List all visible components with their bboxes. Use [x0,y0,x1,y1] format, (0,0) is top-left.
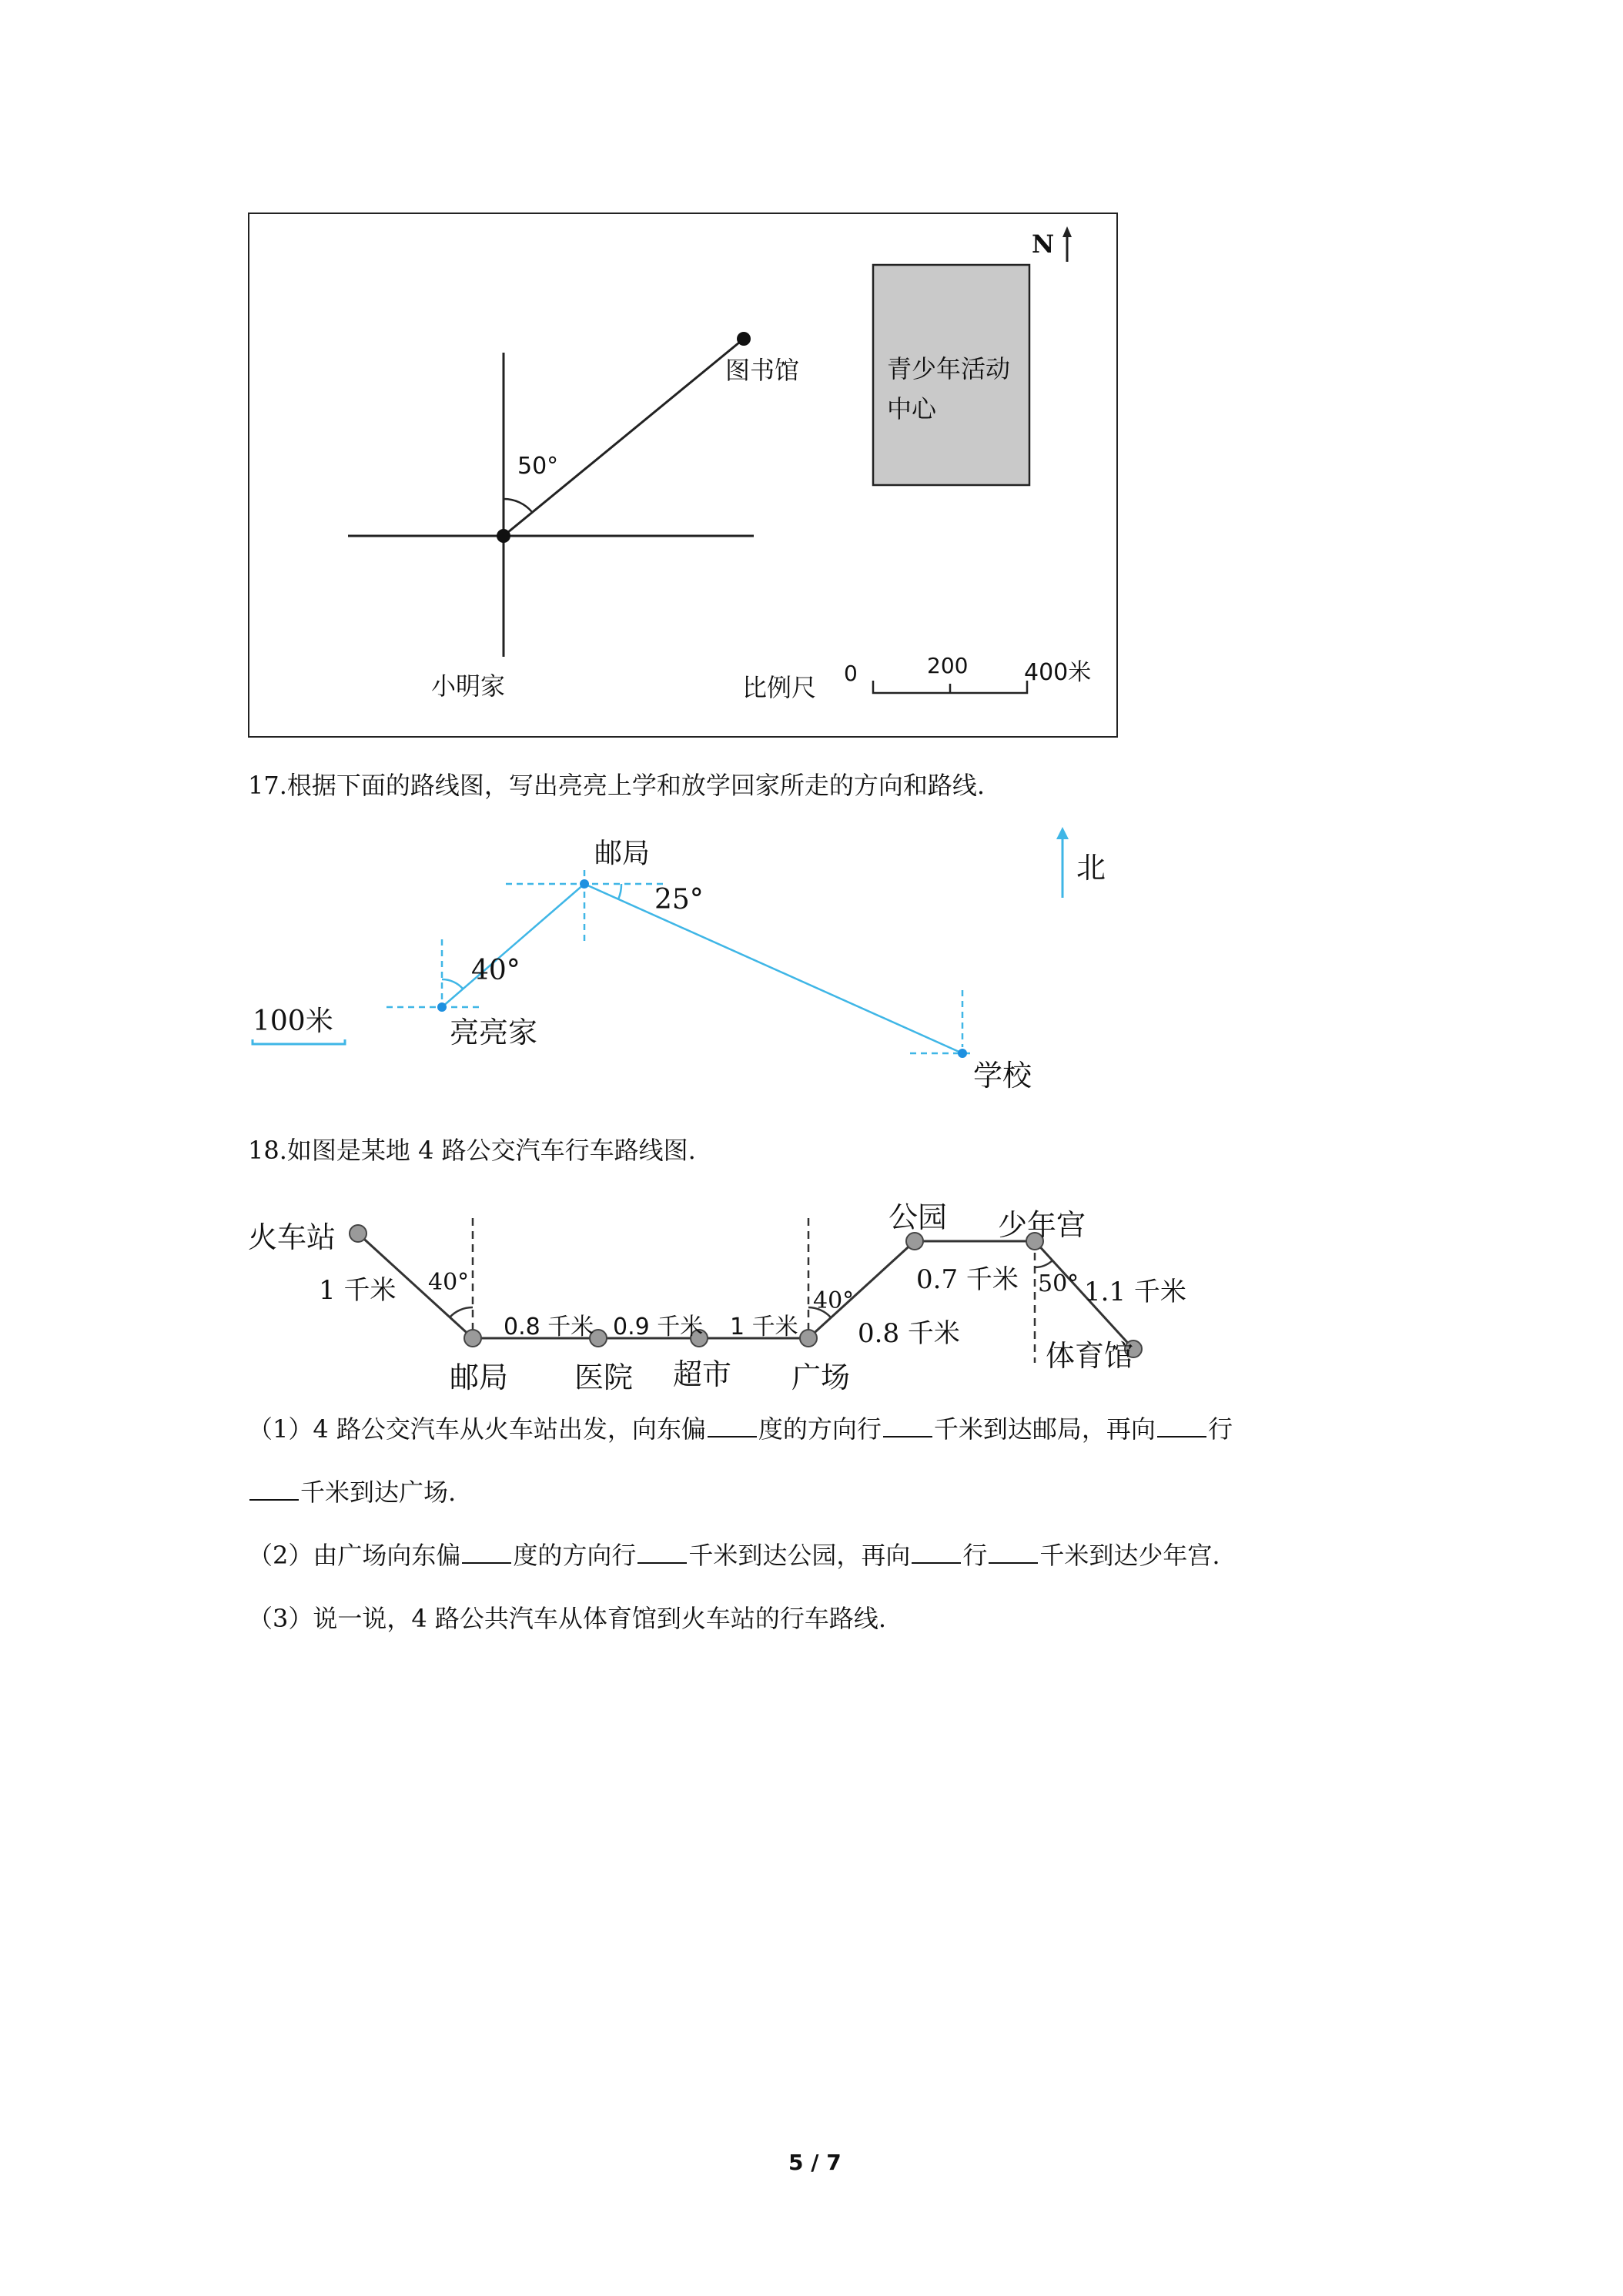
youth-center-label-2: 中心 [887,394,937,423]
dist-market-square: 1 千米 [730,1314,798,1340]
page-number: 5 / 7 [788,2150,842,2175]
north-label-17: 北 [1076,851,1106,885]
route-post-school [584,884,962,1053]
label-youth: 少年宫 [998,1208,1086,1242]
figure-q17 [248,816,1118,1109]
arc-40-post [450,1307,473,1317]
label-market: 超市 [673,1357,732,1391]
figure-q16-svg [249,214,1119,739]
home-point [497,529,510,543]
dist-train-post: 1 千米 [319,1275,397,1306]
library-point [737,332,751,346]
blank-4[interactable] [249,1478,299,1501]
angle-arc-25 [618,884,621,899]
scale-bar-17 [253,1039,345,1044]
dist-post-hospital: 0.8 千米 [504,1314,594,1340]
dist-park-youth: 0.7 千米 [916,1264,1019,1295]
label-train: 火车站 [248,1220,336,1254]
q18-sub2-b: 度的方向行 [513,1541,637,1570]
q18-sub1-e: 千米到达广场. [300,1478,457,1507]
blank-6[interactable] [637,1541,687,1564]
home-label: 小明家 [431,671,506,701]
school-dot [958,1049,967,1058]
scale-label-17: 100米 [253,1006,333,1037]
north-arrow-17-head [1056,827,1069,839]
q18-sub1-c: 千米到达邮局，再向 [933,1414,1156,1444]
q18-sub2-a: （2）由广场向东偏 [248,1541,461,1570]
post-dot [580,879,589,889]
stop-post [464,1330,481,1347]
q18-sub2-c: 千米到达公园，再向 [688,1541,911,1570]
angle-label-50: 50° [517,453,559,480]
figure-q18 [248,1178,1249,1409]
label-post: 邮局 [450,1361,509,1394]
angle-40-post: 40° [428,1269,470,1296]
label-hospital: 医院 [574,1361,634,1394]
arc-50-youth [1035,1260,1052,1267]
scale-400: 400米 [1024,659,1092,686]
angle-50-youth: 50° [1038,1270,1079,1297]
blank-5[interactable] [462,1541,511,1564]
route-home-library [504,339,744,536]
q18-sub2 [248,1540,1220,1571]
q18-sub1-b: 度的方向行 [758,1414,882,1444]
route-home-post [442,884,584,1007]
label-square: 广场 [791,1361,851,1394]
q18-sub2-e: 千米到达少年宫. [1039,1541,1220,1570]
q18-sub1-a: （1）4 路公交汽车从火车站出发，向东偏 [248,1414,706,1444]
school-label: 学校 [973,1059,1032,1093]
question-18-text: 18.如图是某地 4 路公交汽车行车路线图. [248,1136,696,1165]
q18-sub3: （3）说一说，4 路公共汽车从体育馆到火车站的行车路线. [248,1604,887,1633]
dist-hospital-market: 0.9 千米 [613,1314,704,1340]
stop-train [350,1225,366,1242]
scale-0: 0 [844,661,858,686]
blank-1[interactable] [708,1414,757,1438]
label-park: 公园 [888,1200,948,1234]
q18-sub1-line2 [248,1477,456,1508]
north-label: N [1032,229,1055,259]
dist-square-park: 0.8 千米 [858,1318,960,1349]
post-office-label: 邮局 [594,838,651,869]
figure-q16 [248,213,1118,738]
home-dot [437,1002,447,1012]
scale-200: 200 [927,653,969,678]
blank-3[interactable] [1157,1414,1206,1438]
angle-25-label: 25° [654,884,704,915]
angle-40-square: 40° [813,1287,855,1314]
angle-arc-40 [442,979,463,989]
library-label: 图书馆 [725,356,800,385]
q18-sub1-line1 [248,1414,1233,1444]
stop-square [800,1330,817,1347]
scale-label: 比例尺 [742,673,817,702]
blank-7[interactable] [912,1541,961,1564]
q18-sub1-d: 行 [1207,1414,1233,1444]
angle-40-label: 40° [471,955,520,986]
north-arrow-head [1062,226,1072,237]
label-gym: 体育馆 [1046,1339,1134,1373]
q18-sub2-d: 行 [962,1541,988,1570]
question-17-text: 17.根据下面的路线图，写出亮亮上学和放学回家所走的方向和路线. [248,771,986,800]
blank-2[interactable] [883,1414,932,1438]
home-label-17: 亮亮家 [450,1016,538,1049]
blank-8[interactable] [989,1541,1038,1564]
dist-youth-gym: 1.1 千米 [1084,1277,1186,1307]
youth-center-label-1: 青少年活动 [887,354,1011,383]
angle-arc-50 [504,499,532,512]
